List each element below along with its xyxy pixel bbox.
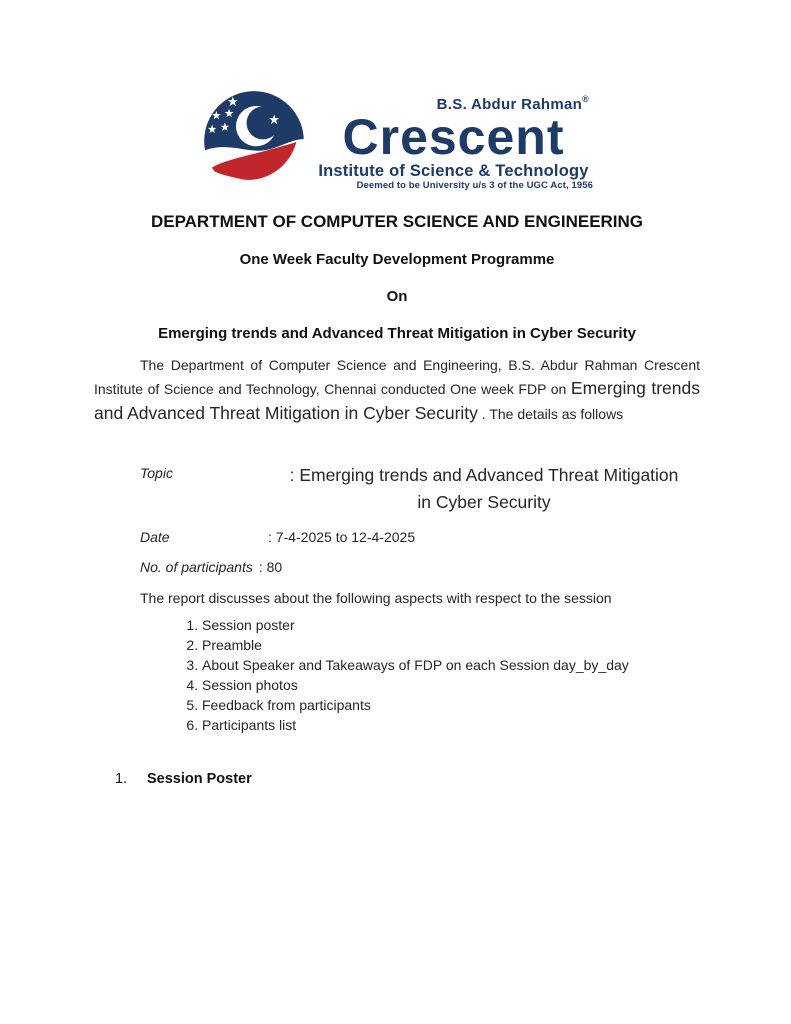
list-item: 2. Preamble: [202, 635, 700, 655]
department-heading: DEPARTMENT OF COMPUTER SCIENCE AND ENGINEERING: [150, 212, 644, 231]
date-row: [140, 526, 700, 548]
list-item: 4. Session photos: [202, 675, 700, 695]
crescent-moon-stars-emblem-icon: [201, 88, 307, 194]
connector-heading: On: [386, 288, 408, 305]
intro-topic-highlight: Emerging trends and Advanced Threat Mitigation in Cyber Security: [94, 378, 700, 423]
fdp-title-heading: Emerging trends and Advanced Threat Mitigation in Cyber Security: [158, 325, 636, 342]
participants-label: No. of participants: [140, 559, 253, 575]
list-item: 6. Participants list: [202, 715, 700, 735]
participants-row: [140, 556, 700, 578]
intro-text-before: The Department of Computer Science and Engineering, B.S. Abdur Rahman Crescent Institute of Science and Technology, Chennai conducted One week FDP on: [94, 357, 700, 397]
institute-logo: [201, 88, 593, 194]
report-intro-line: The report discusses about the following aspects with respect to the session: [140, 590, 612, 606]
registered-trademark-icon: ®: [582, 94, 589, 104]
date-value: : 7-4-2025 to 12-4-2025: [268, 529, 416, 545]
programme-heading: One Week Faculty Development Programme: [239, 251, 555, 268]
logo-brand-owner-text: B.S. Abdur Rahman: [436, 96, 583, 113]
logo-deemed-university-tagline: Deemed to be University u/s 3 of the UGC Act, 1956: [356, 180, 593, 191]
intro-text-after: . The details as follows: [477, 406, 624, 422]
participants-value: : 80: [258, 559, 283, 575]
topic-value: [268, 462, 700, 516]
list-item: 1. Session poster: [202, 615, 700, 635]
logo-brand-name: Crescent: [342, 109, 565, 165]
topic-label: Topic: [140, 465, 173, 481]
list-item: 5. Feedback from participants: [202, 695, 700, 715]
topic-value-line1: : Emerging trends and Advanced Threat Mitigation: [289, 465, 679, 485]
section-1-number: 1.: [115, 771, 128, 787]
report-aspects-list: [140, 615, 700, 735]
date-label: Date: [140, 529, 170, 545]
logo-institute-subtitle: Institute of Science & Technology: [318, 162, 589, 180]
section-1-title: Session Poster: [147, 771, 252, 787]
intro-paragraph: [94, 355, 700, 426]
section-1-heading: [115, 771, 700, 788]
list-item: 3. About Speaker and Takeaways of FDP on each Session day_by_day: [202, 655, 700, 675]
logo-text-block: [314, 88, 593, 192]
topic-row: [140, 462, 700, 516]
fdp-details: [94, 462, 700, 578]
topic-value-line2: in Cyber Security: [417, 492, 551, 512]
